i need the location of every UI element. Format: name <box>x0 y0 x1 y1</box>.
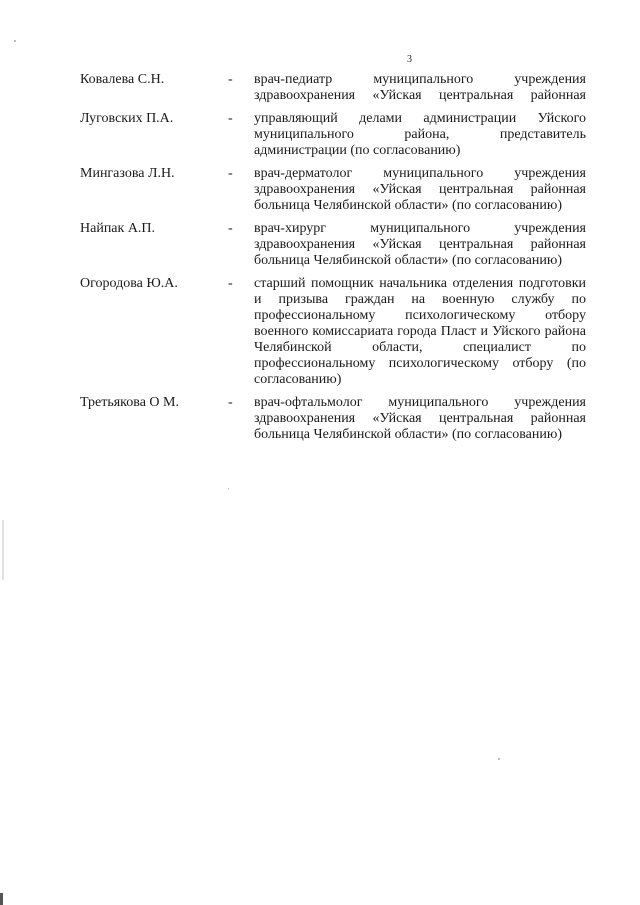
member-row <box>80 221 586 269</box>
member-dash: - <box>228 72 233 87</box>
scan-speck <box>228 488 229 489</box>
member-role: управляющий делами администрации Уйского муниципального района, представитель администрации (по согласованию) <box>254 111 586 158</box>
member-name: Ковалева С.Н. <box>80 72 165 87</box>
scan-speck <box>2 520 4 580</box>
member-row <box>80 72 586 104</box>
scan-speck <box>498 758 500 760</box>
member-dash: - <box>228 395 233 410</box>
member-row <box>80 276 586 388</box>
member-name: Найпак А.П. <box>80 221 156 236</box>
member-role: врач-дерматолог муниципального учреждения здравоохранения «Уйская центральная районная больница Челябинской области» (по согласованию) <box>254 166 586 213</box>
member-dash: - <box>228 221 233 236</box>
member-row <box>80 111 586 159</box>
member-role: врач-офтальмолог муниципального учреждения здравоохранения «Уйская центральная районная больница Челябинской области» (по согласованию) <box>254 395 586 442</box>
scan-speck <box>0 893 3 905</box>
member-name: Огородова Ю.А. <box>80 276 178 291</box>
member-dash: - <box>228 276 233 291</box>
scan-speck <box>14 40 16 42</box>
commission-member-list <box>80 72 586 450</box>
member-role: старший помощник начальника отделения подготовки и призыва граждан на военную службу по профессиональному психологическому отбору военного комиссариата города Пласт и Уйского района Челябинской области, специалист по профессиональному психологическому отбору (по согласованию) <box>254 276 586 387</box>
member-role: врач-педиатр муниципального учреждения здравоохранения «Уйская центральная районная <box>254 72 586 103</box>
member-name: Третьякова О М. <box>80 395 179 410</box>
member-name: Луговских П.А. <box>80 111 174 126</box>
page-number: 3 <box>407 54 412 65</box>
member-role: врач-хирург муниципального учреждения здравоохранения «Уйская центральная районная больница Челябинской области» (по согласованию) <box>254 221 586 268</box>
member-row <box>80 166 586 214</box>
member-dash: - <box>228 111 233 126</box>
member-dash: - <box>228 166 233 181</box>
member-name: Мингазова Л.Н. <box>80 166 175 181</box>
member-row <box>80 395 586 443</box>
